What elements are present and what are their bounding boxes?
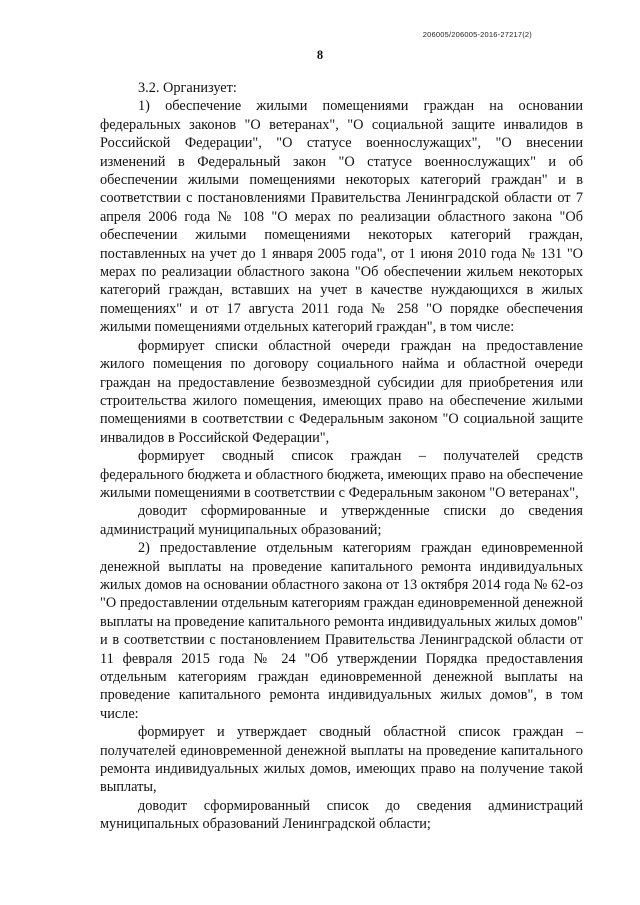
paragraph-communicates-lists: доводит сформированные и утвержденные списки до сведения администраций муниципальных образований; — [100, 503, 583, 538]
section-heading: 3.2. Организует: — [138, 80, 237, 96]
paragraph-forms-veterans-list: формирует сводный список граждан – получателей средств федерального бюджета и областного бюджета, имеющих право на обеспечение жилыми помещениями в соответствии с Федеральным законом "О ветеранах", — [100, 448, 583, 501]
paragraph-item-1: 1) обеспечение жилыми помещениями граждан на основании федеральных законов "О ветеранах", "О социальной защите инвалидов в Российской Федерации", "О статусе военнослужащих", "О внесении изменений в Федеральный закон "О статусе военнослужащих" и об обеспечении жилыми помещениями некоторых категорий граждан" и в соответствии с постановлениями Правительства Ленинградской области от 7 апреля 2006 года № 108 "О мерах по реализации областного закона "Об обеспечении жилыми помещениями некоторых категорий граждан, поставленных на учет до 1 января 2005 года", от 1 июня 2010 года № 131 "О мерах по реализации областного закона "Об обеспечении жильем некоторых категорий граждан, вставших на учет в качестве нуждающихся в жилых помещениях" и от 17 августа 2011 года № 258 "О порядке обеспечения жилыми помещениями отдельных категорий граждан", в том числе: — [100, 98, 583, 336]
document-code: 206005/206005-2016-27217(2) — [422, 30, 532, 39]
document-body — [100, 79, 583, 834]
page-number: 8 — [316, 48, 324, 62]
paragraph-communicates-repair-list: доводит сформированный список до сведения администраций муниципальных образований Ленинградской области; — [100, 797, 583, 833]
paragraph-forms-queue-lists: формирует списки областной очереди граждан на предоставление жилого помещения по договору социального найма и областной очереди граждан на предоставление безвозмездной субсидии для приобретения или строительства жилого помещения, имеющих право на обеспечение жилыми помещениями в соответствии с Федеральным законом "О социальной защите инвалидов в Российской Федерации", — [100, 337, 583, 446]
paragraph-item-2: 2) предоставление отдельным категориям граждан единовременной денежной выплаты на проведение капитального ремонта индивидуальных жилых домов на основании областного закона от 13 октября 2014 года № 62-оз "О предоставлении отдельным категориям граждан единовременной денежной выплаты на проведение капитального ремонта индивидуальных жилых домов" и в соответствии с постановлением Правительства Ленинградской области от 11 февраля 2015 года № 24 "Об утверждении Порядка предоставления отдельным категориям граждан единовременной денежной выплаты на проведение капитального ремонта индивидуальных жилых домов", в том числе: — [100, 540, 583, 722]
paragraph-approves-repair-list: формирует и утверждает сводный областной список граждан – получателей единовременной денежной выплаты на проведение капитального ремонта индивидуальных жилых домов, имеющих право на получение такой выплаты, — [100, 724, 583, 796]
